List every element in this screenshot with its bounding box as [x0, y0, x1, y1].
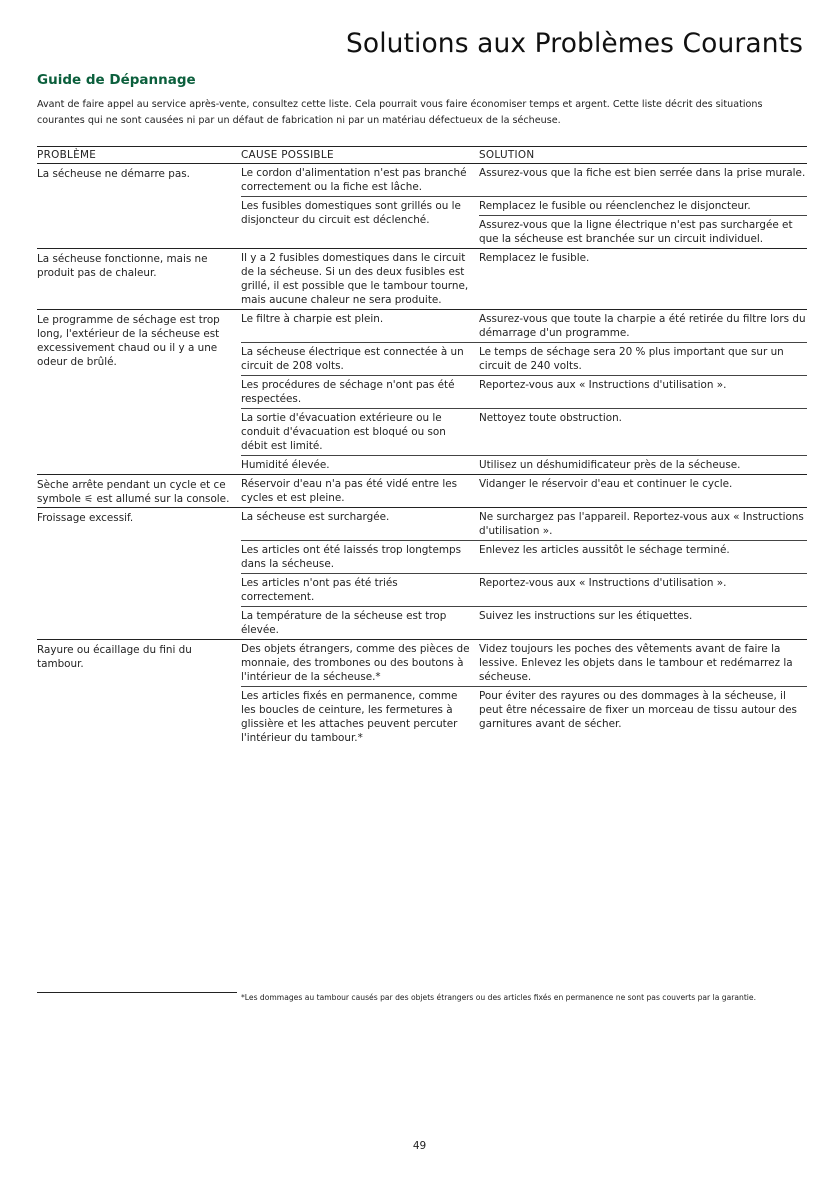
cause-solution-row: [241, 409, 807, 456]
cause-cell: Il y a 2 fusibles domestiques dans le circuit de la sécheuse. Si un des deux fusibles est grillé, il est possible que le tambour tourne, mais aucune chaleur ne sera produite.: [241, 252, 469, 306]
cause-solution-row: [241, 475, 807, 507]
cause-cell: La sortie d'évacuation extérieure ou le conduit d'évacuation est bloqué ou son débit est limité.: [241, 412, 446, 452]
cause-solution-row: [241, 197, 807, 248]
problem-cell: La sécheuse ne démarre pas.: [37, 168, 190, 180]
table-row-group: [37, 249, 807, 310]
problem-cell: [37, 475, 241, 507]
header-cause: CAUSE POSSIBLE: [241, 149, 334, 161]
cause-cell: Les articles fixés en permanence, comme les boucles de ceinture, les fermetures à glissière et les attaches peuvent percuter l'intérieur du tambour.*: [241, 690, 458, 744]
solution-cell: Videz toujours les poches des vêtements avant de faire la lessive. Enlevez les objets dans le tambour et redémarrez la sécheuse.: [479, 643, 793, 683]
problem-cell: La sécheuse fonctionne, mais ne produit pas de chaleur.: [37, 253, 208, 279]
cause-solution-row: [241, 574, 807, 607]
intro-paragraph: Avant de faire appel au service après-vente, consultez cette liste. Cela pourrait vous faire économiser temps et argent. Cette liste décrit des situations courantes qui ne sont causées ni par un défaut de fabrication ni par un matériau défectueux de la sécheuse.: [37, 99, 763, 126]
solution-cell: Reportez-vous aux « Instructions d'utilisation ».: [479, 577, 727, 589]
table-row-group: [37, 310, 807, 475]
table-row-group: [37, 508, 807, 640]
solution-cell: Pour éviter des rayures ou des dommages à la sécheuse, il peut être nécessaire de fixer un morceau de tissu autour des garnitures avant de sécher.: [479, 690, 797, 730]
cause-cell: Des objets étrangers, comme des pièces de monnaie, des trombones ou des boutons à l'intérieur de la sécheuse.*: [241, 643, 470, 683]
solution-cell: Remplacez le fusible ou réenclenchez le disjoncteur.: [479, 199, 807, 216]
cause-cell: Les articles n'ont pas été triés correctement.: [241, 577, 398, 603]
problem-text: Sèche arrête pendant un cycle et ce symbole: [37, 479, 226, 505]
footnote: *Les dommages au tambour causés par des objets étrangers ou des articles fixés en permanence ne sont pas couverts par la garantie.: [241, 993, 757, 1002]
cause-solution-row: [241, 456, 807, 474]
cause-cell: La température de la sécheuse est trop élevée.: [241, 610, 447, 636]
cause-solution-row: [241, 164, 807, 197]
problem-cell: Froissage excessif.: [37, 512, 134, 524]
cause-solution-row: [241, 607, 807, 639]
table-row-group: [37, 640, 807, 747]
table-header: [37, 146, 807, 164]
cause-solution-row: [241, 687, 807, 747]
problem-cell: Rayure ou écaillage du fini du tambour.: [37, 644, 192, 670]
solution-cell: Assurez-vous que toute la charpie a été retirée du filtre lors du démarrage d'un programme.: [479, 313, 806, 339]
solution-cell: Utilisez un déshumidificateur près de la sécheuse.: [479, 459, 741, 471]
solution-cell: Remplacez le fusible.: [479, 252, 590, 264]
cause-cell: Le filtre à charpie est plein.: [241, 313, 384, 325]
cause-solution-row: [241, 376, 807, 409]
header-problem: PROBLÈME: [37, 149, 97, 161]
cause-cell: Les procédures de séchage n'ont pas été respectées.: [241, 379, 455, 405]
cause-solution-row: [241, 541, 807, 574]
cause-cell: Le cordon d'alimentation n'est pas branché correctement ou la fiche est lâche.: [241, 167, 467, 193]
cause-cell: Humidité élevée.: [241, 459, 330, 471]
solution-cell: Nettoyez toute obstruction.: [479, 412, 622, 424]
solution-cell: Le temps de séchage sera 20 % plus important que sur un circuit de 240 volts.: [479, 346, 784, 372]
solution-cell: Enlevez les articles aussitôt le séchage terminé.: [479, 544, 730, 556]
table-row-group: [37, 475, 807, 508]
cause-solution-row: [241, 508, 807, 541]
footnote-rule: [37, 992, 237, 993]
water-reservoir-icon: ⚟: [84, 494, 94, 505]
cause-solution-row: [241, 343, 807, 376]
solution-cell: Assurez-vous que la fiche est bien serrée dans la prise murale.: [479, 167, 806, 179]
section-title: Guide de Dépannage: [37, 72, 196, 88]
cause-cell: La sécheuse est surchargée.: [241, 511, 390, 523]
cause-cell: Les fusibles domestiques sont grillés ou le disjoncteur du circuit est déclenché.: [241, 200, 461, 226]
solution-cell: Ne surchargez pas l'appareil. Reportez-vous aux « Instructions d'utilisation ».: [479, 511, 804, 537]
solution-cell: Suivez les instructions sur les étiquettes.: [479, 610, 693, 622]
solution-cell: Vidanger le réservoir d'eau et continuer le cycle.: [479, 478, 733, 490]
table-row-group: [37, 164, 807, 249]
cause-solution-row: [241, 640, 807, 687]
troubleshooting-table: [37, 146, 807, 747]
problem-cell: Le programme de séchage est trop long, l'extérieur de la sécheuse est excessivement chaud ou il y a une odeur de brûlé.: [37, 314, 220, 368]
cause-cell: La sécheuse électrique est connectée à un circuit de 208 volts.: [241, 346, 464, 372]
page-title: Solutions aux Problèmes Courants: [345, 28, 803, 59]
solution-cell: Assurez-vous que la ligne électrique n'est pas surchargée et que la sécheuse est branchée sur un circuit individuel.: [479, 219, 793, 245]
cause-cell: Réservoir d'eau n'a pas été vidé entre les cycles et est pleine.: [241, 478, 458, 504]
header-solution: SOLUTION: [479, 149, 535, 161]
cause-solution-row: [241, 249, 807, 309]
cause-cell: Les articles ont été laissés trop longtemps dans la sécheuse.: [241, 544, 461, 570]
solution-cell: Reportez-vous aux « Instructions d'utilisation ».: [479, 379, 727, 391]
cause-solution-row: [241, 310, 807, 343]
problem-text: est allumé sur la console.: [96, 493, 230, 505]
page-number: 49: [412, 1140, 427, 1152]
